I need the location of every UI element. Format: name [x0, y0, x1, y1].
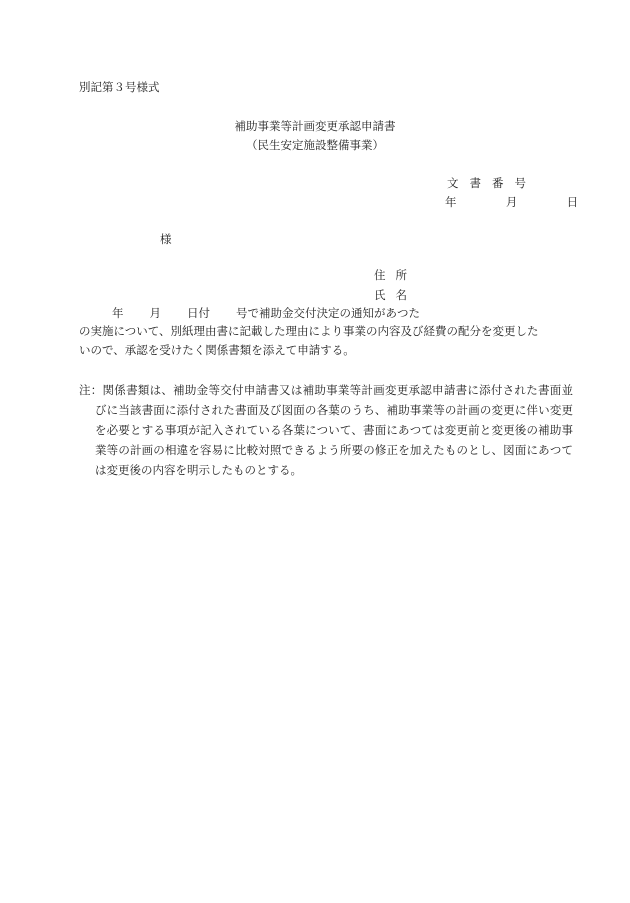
note-paragraph: 注：関係書類は、補助金等交付申請書又は補助事業等計画変更承認申請書に添付された書面並びに当該書面に添付された書面及び図面の各葉のうち、補助事業等の計画の変更に伴い変更を必要とする事項が記入されている各葉について、書面にあつては変更前と変更後の補助事業等の計画の相違を容易に比較対照できるよう所要の修正を加えたものとし、図面にあつては変更後の内容を明示したものとする。 — [79, 383, 573, 477]
date-month-label: 月 — [505, 195, 518, 209]
date-day-label: 日 — [566, 195, 579, 209]
addressee-suffix: 様 — [160, 232, 172, 246]
body-line-1-text: 号で補助金交付決定の通知があつた — [236, 306, 420, 320]
body-line-1 — [112, 306, 420, 320]
form-label: 別記第３号様式 — [79, 80, 160, 94]
document-title: 補助事業等計画変更承認申請書 — [234, 119, 396, 133]
document-number-label: 文書番号 — [447, 176, 537, 190]
date-year-label: 年 — [445, 195, 457, 209]
body-line-2: の実施について、別紙理由書に記載した理由により事業の内容及び経費の配分を変更した — [79, 324, 539, 338]
document-subtitle: （民生安定施設整備事業） — [246, 138, 384, 152]
body-month-label: 月 — [149, 306, 161, 320]
name-label: 氏名 — [374, 288, 417, 302]
body-year-label: 年 — [112, 306, 124, 320]
date-line — [445, 195, 578, 209]
body-line-3: いので、承認を受けたく関係書類を添えて申請する。 — [79, 343, 355, 357]
address-label: 住所 — [374, 268, 417, 282]
body-day-dated-label: 日付 — [187, 306, 210, 320]
